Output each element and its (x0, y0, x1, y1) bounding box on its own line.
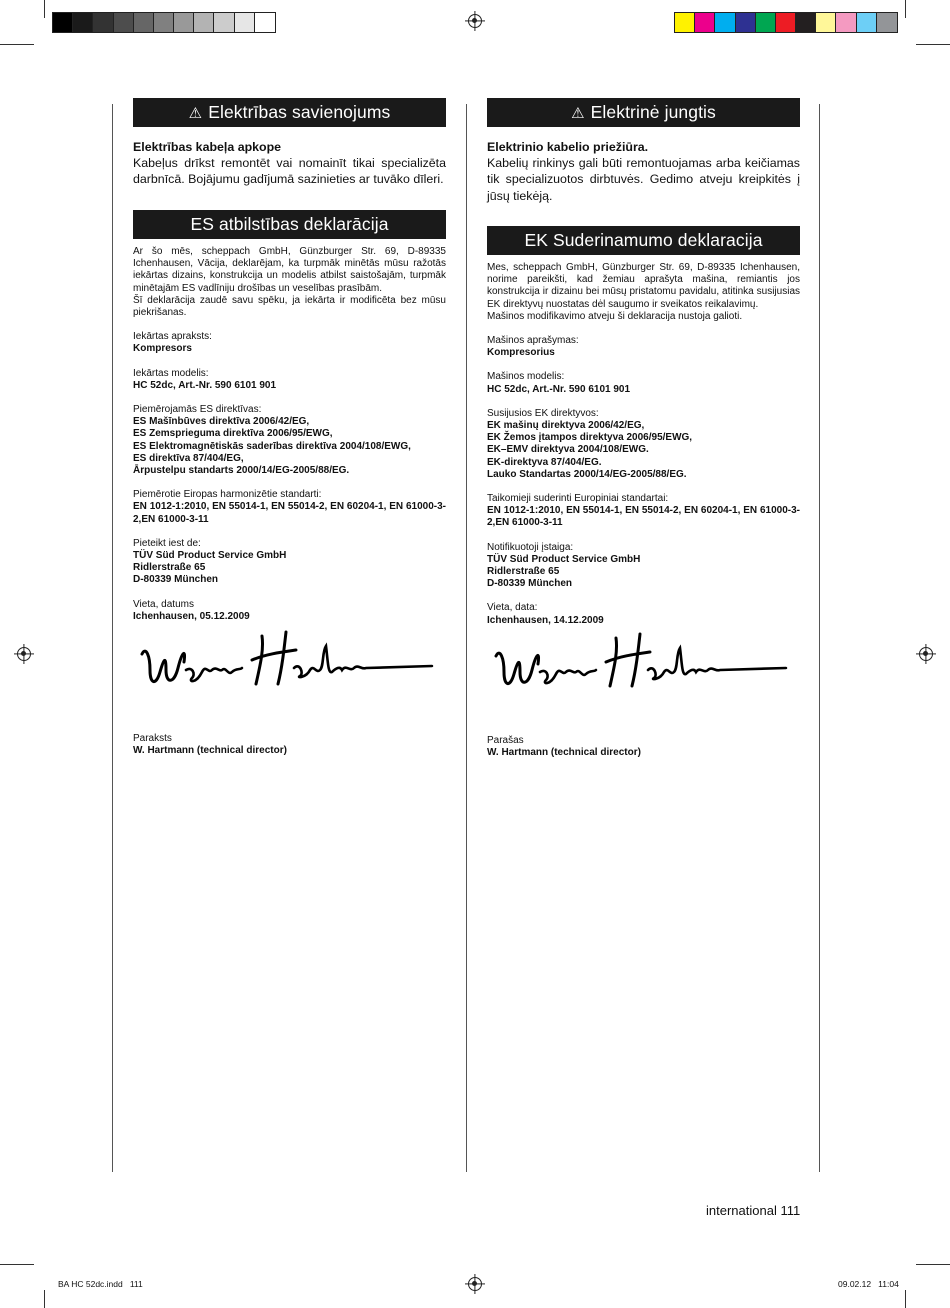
section-title: Elektrības savienojums (208, 102, 391, 122)
color-swatch (857, 13, 877, 32)
warning-icon: ⚠ (188, 104, 203, 122)
description-value: Kompresors (133, 343, 192, 355)
directive-item: ES Elektromagnētiskās saderības direktīva 2004/108/EWG, (133, 440, 411, 452)
crop-mark (44, 0, 45, 18)
section-header-electrical (133, 98, 446, 127)
section-title: EK Suderinamumo deklaracija (524, 230, 763, 250)
footer-timestamp: 09.02.12 11:04 (838, 1279, 899, 1289)
declaration-text-2: Šī deklarācija zaudē savu spēku, ja iekārta ir modificēta bez mūsu piekrišanas. (133, 294, 446, 319)
notified-body-line: TÜV Süd Product Service GmbH (133, 550, 287, 562)
directive-item: Lauko Standartas 2000/14/EG-2005/88/EG. (487, 468, 687, 480)
signature-name: W. Hartmann (technical director) (487, 747, 641, 759)
directive-item: ES Zemsprieguma direktīva 2006/95/EWG, (133, 428, 333, 440)
cable-text: Kabeļus drīkst remontēt vai nomainīt tikai specializēta darbnīcā. Bojājumu gadījumā sazinieties ar tuvāko dīleri. (133, 156, 446, 187)
color-swatch (194, 13, 214, 32)
registration-mark-icon (919, 647, 933, 661)
right-signature-block (487, 735, 800, 759)
model-value: HC 52dc, Art.-Nr. 590 6101 901 (487, 383, 631, 395)
directives-label: Susijusios EK direktyvos: (487, 407, 599, 419)
crop-mark (44, 1290, 45, 1308)
color-swatch (174, 13, 194, 32)
directive-item: ES direktīva 87/404/EG, (133, 452, 244, 464)
model-label: Iekārtas modelis: (133, 367, 209, 379)
section-header-declaration (133, 210, 446, 239)
color-swatch (756, 13, 776, 32)
place-date-label: Vieta, data: (487, 602, 538, 614)
signature-label: Paraksts (133, 733, 172, 744)
registration-mark-icon (468, 1277, 482, 1291)
color-swatch (715, 13, 735, 32)
directives-label: Piemērojamās ES direktīvas: (133, 404, 262, 416)
signature-label: Parašas (487, 735, 524, 746)
description-value: Kompresorius (487, 347, 555, 359)
color-swatch (53, 13, 73, 32)
declaration-text: Ar šo mēs, scheppach GmbH, Günzburger Str. 69, D-89335 Ichenhausen, Vācija, deklarējam, ka turpmāk minētās mūsu ražotās iekārtas dizains, konstrukcija un modelis atbilst saistošajām, turpmāk minētajām ES vadlīniju drošības un veselības prasībām. (133, 246, 446, 294)
cable-text: Kabelių rinkinys gali būti remontuojamas arba keičiamas tik specializuotos dirbtuvės. Gedimo atveju kreipkitės į jūsų tiekėją. (487, 156, 800, 203)
model-value: HC 52dc, Art.-Nr. 590 6101 901 (133, 379, 277, 391)
grayscale-bar (52, 12, 276, 33)
color-swatch (235, 13, 255, 32)
section-title: ES atbilstības deklarācija (190, 214, 389, 234)
standards-value: EN 1012-1:2010, EN 55014-1, EN 55014-2, EN 60204-1, EN 61000-3-2,EN 61000-3-11 (487, 505, 800, 529)
crop-mark (916, 44, 950, 45)
footer-file-info: BA HC 52dc.indd 111 (58, 1279, 143, 1289)
place-date-value: Ichenhausen, 05.12.2009 (133, 610, 250, 622)
description-label: Iekārtas apraksts: (133, 331, 212, 343)
color-swatch (134, 13, 154, 32)
model-label: Mašinos modelis: (487, 371, 565, 383)
cable-title: Elektrības kabeļa apkope (133, 140, 282, 154)
color-swatch (736, 13, 756, 32)
directive-item: EK mašinų direktyva 2006/42/EG, (487, 420, 645, 432)
directive-item: EK Žemos įtampos direktyva 2006/95/EWG, (487, 432, 693, 444)
declaration-text-2: Mašinos modifikavimo atveju ši deklaracija nustoja galioti. (487, 310, 743, 322)
color-swatch (73, 13, 93, 32)
color-swatch (836, 13, 856, 32)
left-declaration (133, 246, 446, 623)
page-number: international 111 (706, 1203, 801, 1218)
left-signature-block (133, 733, 446, 757)
color-swatch (816, 13, 836, 32)
directive-item: ES Mašīnbūves direktīva 2006/42/EG, (133, 416, 310, 428)
color-swatch (114, 13, 134, 32)
column-rule-right (819, 104, 820, 1172)
color-swatch (695, 13, 715, 32)
directive-item: EK-direktyva 87/404/EG. (487, 456, 602, 468)
directive-item: Ārpustelpu standarts 2000/14/EG-2005/88/EG. (133, 465, 350, 477)
place-date-value: Ichenhausen, 14.12.2009 (487, 614, 604, 626)
standards-value: EN 1012-1:2010, EN 55014-1, EN 55014-2, EN 60204-1, EN 61000-3-2,EN 61000-3-11 (133, 501, 446, 525)
registration-mark-icon (17, 647, 31, 661)
signature-image (490, 628, 790, 698)
right-declaration (487, 262, 800, 627)
color-bar (674, 12, 898, 33)
color-swatch (93, 13, 113, 32)
signature-name: W. Hartmann (technical director) (133, 745, 287, 757)
crop-mark (0, 1264, 34, 1265)
notified-body-label: Notifikuotoji įstaiga: (487, 541, 574, 553)
description-label: Mašinos aprašymas: (487, 335, 579, 347)
warning-icon: ⚠ (571, 104, 585, 122)
notified-body-label: Pieteikt iest de: (133, 537, 201, 549)
directive-item: EK–EMV direktyva 2004/108/EWG. (487, 444, 649, 456)
place-date-label: Vieta, datums (133, 598, 194, 610)
color-swatch (214, 13, 234, 32)
color-swatch (154, 13, 174, 32)
section-title: Elektrinė jungtis (590, 102, 716, 122)
color-swatch (675, 13, 695, 32)
notified-body-line: Ridlerstraße 65 (133, 562, 206, 574)
color-swatch (796, 13, 816, 32)
crop-mark (0, 44, 34, 45)
color-swatch (255, 13, 275, 32)
right-cable-section (487, 139, 800, 204)
cable-title: Elektrinio kabelio priežiūra. (487, 140, 649, 154)
crop-mark (905, 1290, 906, 1308)
left-cable-section (133, 139, 446, 188)
crop-mark (916, 1264, 950, 1265)
notified-body-line: Ridlerstraße 65 (487, 566, 560, 578)
column-rule-left (112, 104, 113, 1172)
section-header-declaration-lt (487, 226, 800, 255)
notified-body-line: TÜV Süd Product Service GmbH (487, 553, 641, 565)
color-swatch (877, 13, 897, 32)
crop-mark (905, 0, 906, 18)
column-rule-middle (466, 104, 467, 1172)
standards-label: Taikomieji suderinti Europiniai standartai: (487, 493, 669, 505)
notified-body-line: D-80339 München (487, 578, 573, 590)
standards-label: Piemērotie Eiropas harmonizētie standarti: (133, 489, 322, 501)
color-swatch (776, 13, 796, 32)
declaration-text: Mes, scheppach GmbH, Günzburger Str. 69, D-89335 Ichenhausen, norime pareikšti, kad žemiau aprašyta mašina, remiantis jos konstrukcija ir dizainu bei mūsų pristatomu pavidalu, atitinka susijusias EK direktyvų nuostatas dėl saugumo ir sveikatos reikalavimų. (487, 262, 800, 310)
notified-body-line: D-80339 München (133, 574, 219, 586)
signature-image (136, 626, 436, 696)
registration-mark-icon (468, 14, 482, 28)
section-header-electrical-lt (487, 98, 800, 127)
